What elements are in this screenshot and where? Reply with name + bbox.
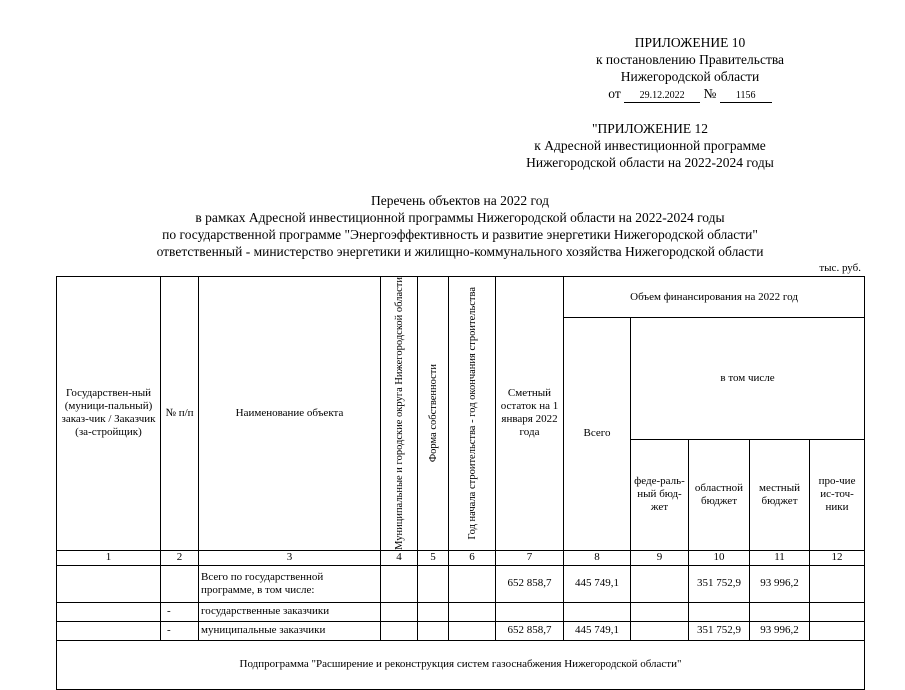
cell-num: - — [161, 621, 199, 640]
title-line1: Перечень объектов на 2022 год — [371, 193, 549, 208]
cell-district — [381, 565, 418, 602]
number-label: № — [703, 86, 717, 101]
subprogram-title: Подпрограмма "Расширение и реконструкция систем газоснабжения Нижегородской области" — [57, 640, 865, 689]
header-other: про-чие ис-точ-ники — [810, 439, 865, 550]
appendix-10-title: ПРИЛОЖЕНИЕ 10 — [634, 35, 746, 50]
document-title — [60, 192, 860, 260]
column-index: 12 — [810, 550, 865, 565]
cell-name: Всего по государственной программе, в том числе: — [199, 565, 381, 602]
header-funding: Объем финансирования на 2022 год — [564, 277, 865, 318]
appendix-10-date-line — [608, 85, 772, 103]
column-index: 3 — [199, 550, 381, 565]
cell-ownership — [418, 565, 449, 602]
column-index: 4 — [381, 550, 418, 565]
column-index: 7 — [496, 550, 564, 565]
header-years: Год начала строительства - год окончания строительства — [466, 287, 478, 540]
cell-total — [564, 602, 631, 621]
appendix-12-line1: к Адресной инвестиционной программе — [534, 138, 766, 153]
cell-ownership — [418, 621, 449, 640]
cell-other — [810, 565, 865, 602]
header-local: местный бюджет — [750, 439, 810, 550]
cell-customer — [57, 602, 161, 621]
cell-years — [449, 565, 496, 602]
appendix-10-line2: Нижегородской области — [620, 69, 760, 84]
cell-ownership — [418, 602, 449, 621]
column-index: 6 — [449, 550, 496, 565]
header-including: в том числе — [631, 318, 865, 440]
cell-balance: 652 858,7 — [496, 621, 564, 640]
cell-balance — [496, 602, 564, 621]
title-line4: ответственный - министерство энергетики и жилищно-коммунального хозяйства Нижегородской области — [156, 244, 764, 259]
cell-regional: 351 752,9 — [689, 565, 750, 602]
header-num: № п/п — [161, 277, 199, 551]
cell-balance: 652 858,7 — [496, 565, 564, 602]
cell-district — [381, 621, 418, 640]
title-line3: по государственной программе "Энергоэффективность и развитие энергетики Нижегородской области" — [162, 227, 758, 242]
header-ownership: Форма собственности — [427, 364, 439, 463]
cell-total: 445 749,1 — [564, 565, 631, 602]
cell-num: - — [161, 602, 199, 621]
table-row — [57, 621, 865, 640]
header-balance: Сметный остаток на 1 января 2022 года — [496, 277, 564, 551]
cell-num — [161, 565, 199, 602]
cell-other — [810, 621, 865, 640]
cell-federal — [631, 602, 689, 621]
cell-regional: 351 752,9 — [689, 621, 750, 640]
cell-total: 445 749,1 — [564, 621, 631, 640]
objects-table — [56, 276, 865, 690]
cell-regional — [689, 602, 750, 621]
cell-customer — [57, 565, 161, 602]
cell-name: государственные заказчики — [199, 602, 381, 621]
header-district-cell — [381, 277, 418, 551]
cell-local: 93 996,2 — [750, 565, 810, 602]
decree-number: 1156 — [720, 90, 772, 103]
appendix-12-title: "ПРИЛОЖЕНИЕ 12 — [591, 121, 709, 136]
table-row — [57, 602, 865, 621]
header-name: Наименование объекта — [199, 277, 381, 551]
cell-local — [750, 602, 810, 621]
cell-other — [810, 602, 865, 621]
cell-years — [449, 621, 496, 640]
column-index: 8 — [564, 550, 631, 565]
column-index: 2 — [161, 550, 199, 565]
column-index: 11 — [750, 550, 810, 565]
cell-federal — [631, 621, 689, 640]
cell-customer — [57, 621, 161, 640]
column-index: 1 — [57, 550, 161, 565]
column-index: 5 — [418, 550, 449, 565]
cell-local: 93 996,2 — [750, 621, 810, 640]
header-customer: Государствен-ный (муници-пальный) заказ-чик / Заказчик (за-стройщик) — [57, 277, 161, 551]
cell-years — [449, 602, 496, 621]
column-index-row — [57, 550, 865, 565]
subprogram-row — [57, 640, 865, 689]
appendix-10-header — [520, 34, 860, 103]
cell-name: муниципальные заказчики — [199, 621, 381, 640]
cell-district — [381, 602, 418, 621]
header-total: Всего — [564, 318, 631, 551]
decree-date: 29.12.2022 — [624, 90, 700, 103]
appendix-10-line1: к постановлению Правительства — [595, 52, 785, 67]
header-regional: областной бюджет — [689, 439, 750, 550]
header-ownership-cell — [418, 277, 449, 551]
header-federal: феде-раль-ный бюд-жет — [631, 439, 689, 550]
column-index: 10 — [689, 550, 750, 565]
units-label: тыс. руб. — [819, 262, 861, 274]
cell-federal — [631, 565, 689, 602]
column-index: 9 — [631, 550, 689, 565]
appendix-12-header — [480, 120, 820, 171]
header-years-cell — [449, 277, 496, 551]
title-line2: в рамках Адресной инвестиционной программы Нижегородской области на 2022-2024 годы — [195, 210, 725, 225]
from-label: от — [608, 86, 621, 101]
header-district: Муниципальные и городские округа Нижегородской области — [393, 277, 405, 550]
table-row — [57, 565, 865, 602]
appendix-12-line2: Нижегородской области на 2022-2024 годы — [526, 155, 774, 170]
